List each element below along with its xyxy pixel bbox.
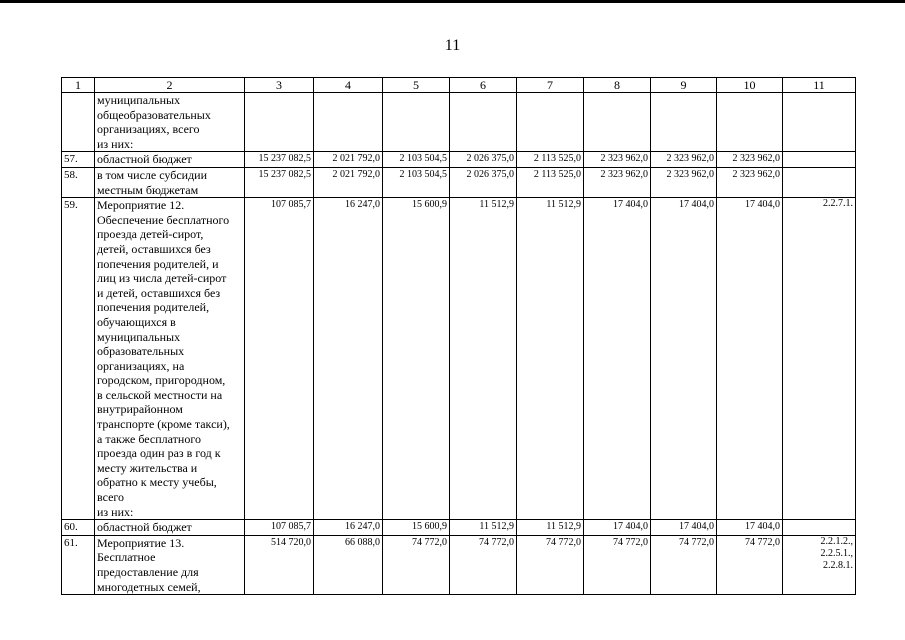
reference-cell [783, 167, 856, 197]
description-line: Бесплатное [97, 550, 156, 565]
value-cell: 16 247,0 [314, 198, 383, 520]
description-line: муниципальных [97, 329, 181, 344]
value-cell: 514 720,0 [245, 535, 314, 594]
value-cell [314, 93, 383, 152]
description-line: городском, пригородном, [97, 373, 226, 388]
row-description [95, 152, 245, 168]
value-cell: 15 600,9 [383, 520, 450, 536]
value-cell: 2 021 792,0 [314, 152, 383, 168]
value-cell: 2 323 962,0 [651, 167, 717, 197]
description-line: лиц из числа детей-сирот [97, 271, 227, 286]
column-header: 8 [584, 78, 651, 93]
column-header: 4 [314, 78, 383, 93]
description-line: попечения родителей, [97, 300, 210, 315]
column-header: 2 [95, 78, 245, 93]
table-row [62, 520, 856, 536]
column-header: 10 [717, 78, 783, 93]
value-cell: 2 103 504,5 [383, 152, 450, 168]
value-cell: 11 512,9 [517, 520, 584, 536]
value-cell: 17 404,0 [584, 198, 651, 520]
reference-line: 2.2.8.1. [823, 559, 853, 571]
description-line: обратно к месту учебы, [97, 475, 217, 490]
description-line: а также бесплатного [97, 431, 201, 446]
value-cell: 2 323 962,0 [717, 152, 783, 168]
row-description [95, 520, 245, 536]
value-cell: 16 247,0 [314, 520, 383, 536]
description-line: Мероприятие 13. [97, 535, 185, 550]
value-cell: 17 404,0 [651, 198, 717, 520]
description-line: из них: [97, 136, 134, 151]
description-line: проезда детей-сирот, [97, 227, 204, 242]
description-line: из них: [97, 504, 134, 519]
description-line: и детей, оставшихся без [97, 285, 221, 300]
value-cell: 15 237 082,5 [245, 152, 314, 168]
reference-cell [783, 520, 856, 536]
reference-line: 2.2.7.1. [823, 198, 853, 210]
column-header: 7 [517, 78, 584, 93]
column-header: 9 [651, 78, 717, 93]
row-number: 57. [62, 152, 95, 168]
value-cell: 74 772,0 [651, 535, 717, 594]
description-line: Обеспечение бесплатного [97, 212, 230, 227]
row-number: 59. [62, 198, 95, 520]
value-cell [450, 93, 517, 152]
table-row [62, 535, 856, 594]
value-cell: 2 026 375,0 [450, 152, 517, 168]
description-line: проезда один раз в год к [97, 446, 221, 461]
reference-line: 2.2.5.1., [820, 547, 853, 559]
row-description [95, 535, 245, 594]
value-cell: 17 404,0 [717, 520, 783, 536]
description-line: образовательных [97, 344, 185, 359]
description-line: попечения родителей, и [97, 256, 219, 271]
value-cell: 2 113 525,0 [517, 152, 584, 168]
column-header: 6 [450, 78, 517, 93]
description-line: организациях, всего [97, 122, 200, 137]
description-line: детей, оставшихся без [97, 241, 211, 256]
row-number: 60. [62, 520, 95, 536]
value-cell: 2 026 375,0 [450, 167, 517, 197]
value-cell [517, 93, 584, 152]
value-cell: 2 103 504,5 [383, 167, 450, 197]
value-cell [245, 93, 314, 152]
row-number [62, 93, 95, 152]
value-cell [383, 93, 450, 152]
scan-top-border [0, 0, 905, 3]
value-cell: 2 323 962,0 [584, 152, 651, 168]
page-number: 11 [444, 37, 461, 54]
description-line: многодетных семей, [97, 579, 201, 594]
value-cell: 66 088,0 [314, 535, 383, 594]
reference-cell [783, 152, 856, 168]
description-line: транспорте (кроме такси), [97, 417, 230, 432]
table-row [62, 167, 856, 197]
description-line: областной бюджет [97, 152, 192, 167]
description-line: в сельской местности на [97, 387, 223, 402]
description-line: в том числе субсидии [97, 167, 208, 182]
value-cell: 107 085,7 [245, 520, 314, 536]
table-row [62, 198, 856, 520]
value-cell: 2 113 525,0 [517, 167, 584, 197]
value-cell: 74 772,0 [584, 535, 651, 594]
value-cell: 74 772,0 [450, 535, 517, 594]
row-description [95, 93, 245, 152]
description-line: муниципальных [97, 93, 181, 107]
table-header-row [62, 78, 856, 93]
table-row [62, 152, 856, 168]
value-cell: 15 600,9 [383, 198, 450, 520]
column-header: 11 [783, 78, 856, 93]
value-cell: 11 512,9 [517, 198, 584, 520]
value-cell: 74 772,0 [517, 535, 584, 594]
value-cell: 2 323 962,0 [584, 167, 651, 197]
description-line: организациях, на [97, 358, 185, 373]
description-line: Мероприятие 12. [97, 198, 185, 213]
value-cell: 17 404,0 [584, 520, 651, 536]
description-line: месту жительства и [97, 460, 198, 475]
value-cell: 107 085,7 [245, 198, 314, 520]
reference-cell [783, 93, 856, 152]
column-header: 1 [62, 78, 95, 93]
value-cell: 74 772,0 [717, 535, 783, 594]
row-description [95, 167, 245, 197]
value-cell [717, 93, 783, 152]
description-line: предоставление для [97, 565, 199, 579]
value-cell: 2 323 962,0 [651, 152, 717, 168]
reference-line: 2.2.1.2., [820, 535, 853, 547]
description-line: внутрирайонном [97, 402, 183, 417]
value-cell: 15 237 082,5 [245, 167, 314, 197]
description-line: областной бюджет [97, 520, 192, 535]
description-line: обучающихся в [97, 314, 176, 329]
value-cell: 2 323 962,0 [717, 167, 783, 197]
value-cell: 74 772,0 [383, 535, 450, 594]
row-description [95, 198, 245, 520]
value-cell [651, 93, 717, 152]
reference-cell [783, 535, 856, 594]
row-number: 58. [62, 167, 95, 197]
description-line: всего [97, 490, 125, 505]
column-header: 3 [245, 78, 314, 93]
reference-cell [783, 198, 856, 520]
row-number: 61. [62, 535, 95, 594]
value-cell: 17 404,0 [651, 520, 717, 536]
description-line: местным бюджетам [97, 182, 199, 197]
value-cell: 11 512,9 [450, 198, 517, 520]
value-cell: 17 404,0 [717, 198, 783, 520]
description-line: общеобразовательных [97, 107, 211, 122]
budget-table [61, 77, 856, 595]
column-header: 5 [383, 78, 450, 93]
value-cell: 2 021 792,0 [314, 167, 383, 197]
value-cell [584, 93, 651, 152]
table-row [62, 93, 856, 152]
value-cell: 11 512,9 [450, 520, 517, 536]
